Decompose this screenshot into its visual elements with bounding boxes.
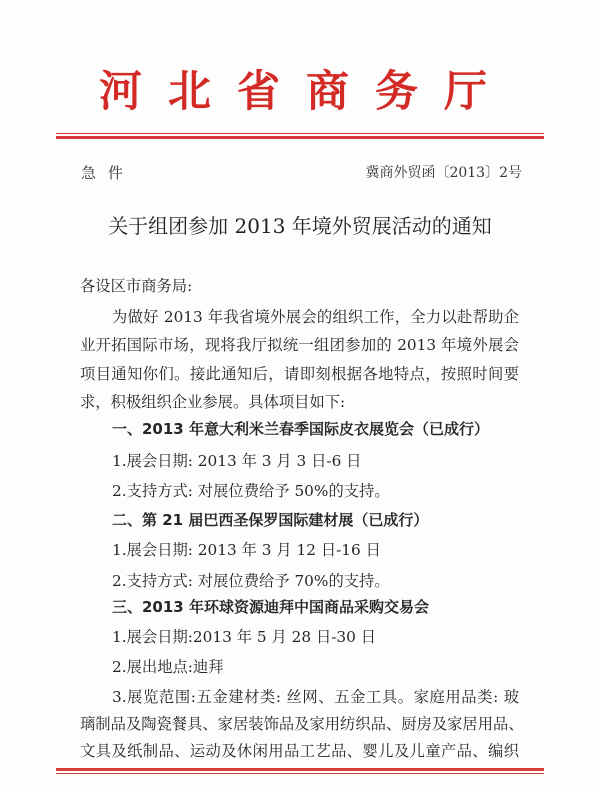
header-red-rule-thick: [56, 136, 544, 139]
item-1-date: 1.展会日期: 2013 年 3 月 3 日-6 日: [112, 452, 362, 470]
item-3-date: 1.展会日期:2013 年 5 月 28 日-30 日: [112, 628, 377, 646]
item-3-location: 2.展出地点:迪拜: [112, 658, 224, 676]
item-2-support: 2.支持方式: 对展位费给予 70%的支持。: [112, 572, 390, 590]
item-3-scope-line-2: 璃制品及陶瓷餐具、家居装饰品及家用纺织品、厨房及家居用品、: [80, 715, 524, 733]
issuing-agency-title: 河北省商务厅: [99, 67, 513, 117]
footer-red-rule-thin: [56, 773, 544, 774]
header-red-rule-thin: [56, 133, 544, 134]
item-3-scope-line-1: 3.展览范围:五金建材类: 丝网、五金工具。家庭用品类: 玻: [112, 688, 519, 706]
intro-line-4: 求，积极组织企业参展。具体项目如下:: [80, 393, 346, 411]
notice-title: 关于组团参加 2013 年境外贸展活动的通知: [108, 214, 492, 238]
salutation: 各设区市商务局:: [80, 277, 193, 295]
item-1-heading: 一、2013 年意大利米兰春季国际皮衣展览会（已成行）: [112, 420, 489, 438]
item-3-scope-line-3: 文具及纸制品、运动及休闲用品工艺品、婴儿及儿童产品、编织: [80, 742, 519, 760]
intro-line-3: 项目通知你们。接此通知后，请即刻根据各地特点，按照时间要: [80, 365, 519, 383]
urgency-label: 急件: [81, 164, 136, 182]
item-1-support: 2.支持方式: 对展位费给予 50%的支持。: [112, 482, 390, 500]
intro-line-1: 为做好 2013 年我省境外展会的组织工作，全力以赴帮助企: [112, 308, 519, 326]
footer-red-rule-thick: [56, 768, 544, 771]
document-number: 冀商外贸函〔2013〕2号: [365, 165, 522, 181]
item-2-heading: 二、第 21 届巴西圣保罗国际建材展（已成行）: [112, 511, 429, 529]
intro-line-2: 业开拓国际市场，现将我厅拟统一组团参加的 2013 年境外展会: [80, 336, 519, 354]
item-3-heading: 三、2013 年环球资源迪拜中国商品采购交易会: [112, 598, 429, 616]
item-2-date: 1.展会日期: 2013 年 3 月 12 日-16 日: [112, 541, 381, 559]
